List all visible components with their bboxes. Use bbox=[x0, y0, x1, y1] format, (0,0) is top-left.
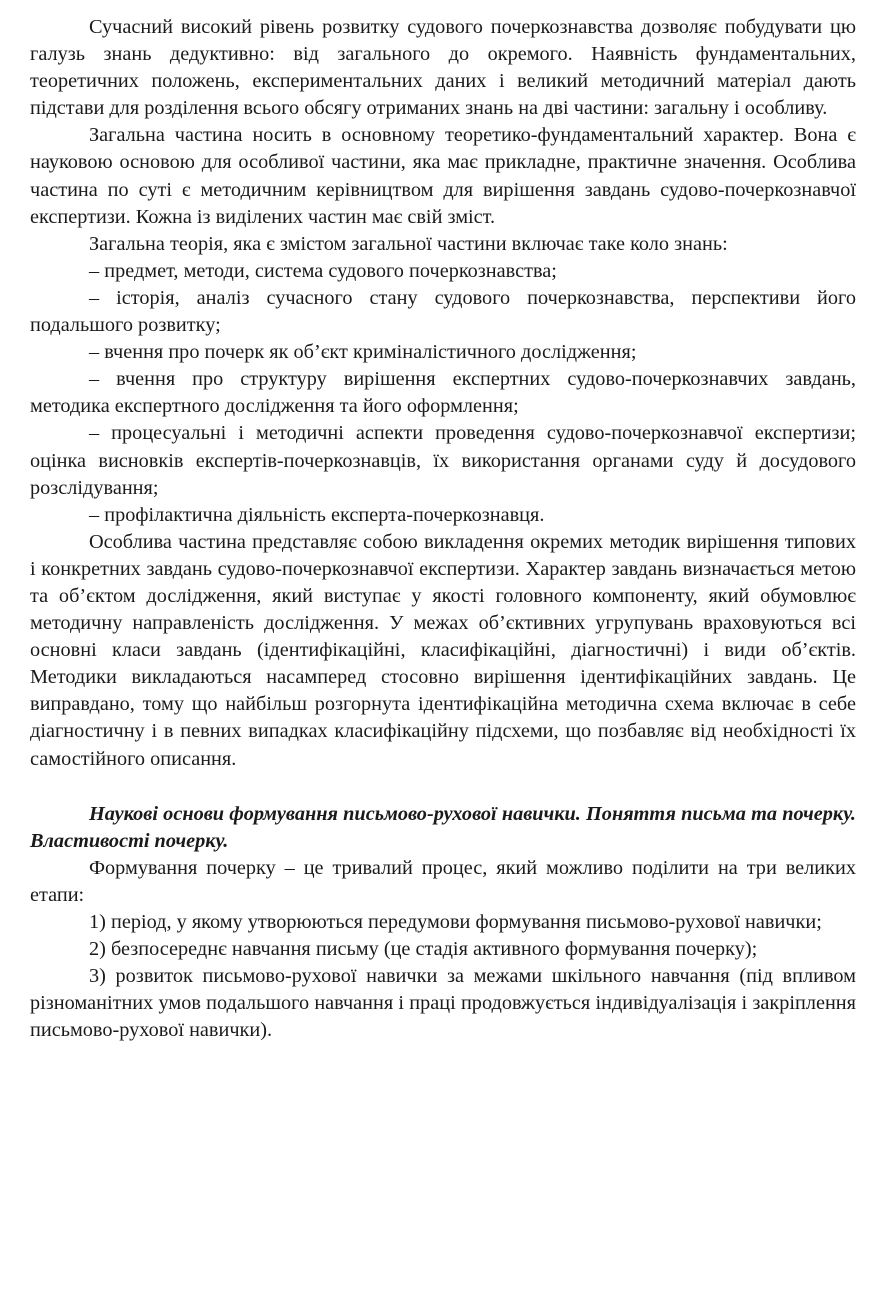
paragraph-general-theory: Загальна теорія, яка є змістом загальної частини включає таке коло знань: bbox=[89, 232, 728, 255]
list-item: – вчення про структуру вирішення експертних судово-почеркознавчих завдань, методика експертного дослідження та його оформлення; bbox=[30, 368, 856, 418]
document-page bbox=[30, 14, 856, 1044]
paragraph-general-part: Загальна частина носить в основному теоретико-фундаментальний характер. Вона є науковою основою для особливої частини, яка має прикладне, практичне значення. Особлива частина по суті є методичним керівництвом для вирішення завдань судово-почеркознавчої експертизи. Кожна із виділених частин має свій зміст. bbox=[30, 124, 856, 228]
list-item: – процесуальні і методичні аспекти проведення судово-почеркознавчої експертизи; оцінка висновків експертів-почеркознавців, їх використання органами суду й досудового розслідування; bbox=[30, 422, 856, 499]
list-item: 1) період, у якому утворюються передумови формування письмово-рухової навички; bbox=[89, 911, 822, 933]
section-gap bbox=[30, 773, 856, 801]
paragraph-intro-level: Сучасний високий рівень розвитку судового почеркознавства дозволяє побудувати цю галузь знань дедуктивно: від загального до окремого. Наявність фундаментальних, теоретичних положень, експериментальних даних і великий методичний матеріал дають підстави для розділення всього обсягу отриманих знань на дві частини: загальну і особливу. bbox=[30, 16, 856, 120]
paragraph-special-part: Особлива частина представляє собою викладення окремих методик вирішення типових і конкретних завдань судово-почеркознавчої експертизи. Характер завдань визначається метою та об’єктом дослідження, який виступає у якості головного компоненту, який обумовлює методичну направленість дослідження. У межах об’єктивних угрупувань враховуються всі основні класи завдань (ідентифікаційні, класифікаційні, діагностичні) і види об’єктів. Методики викладаються насамперед стосовно вирішення ідентифікаційних завдань. Це виправдано, тому що найбільш розгорнута ідентифікаційна методична схема включає в себе діагностичну і в певних випадках класифікаційну підсхеми, що позбавляє від необхідності їх самостійного описання. bbox=[30, 530, 856, 770]
section-heading: Наукові основи формування письмово-рухової навички. Поняття письма та почерку. Властивості почерку. bbox=[30, 802, 856, 852]
list-item: – предмет, методи, система судового почеркознавства; bbox=[89, 259, 557, 282]
list-item: 3) розвиток письмово-рухової навички за межами шкільного навчання (під впливом різноманітних умов подальшого навчання і праці продовжується індивідуалізація і закріплення письмово-рухової навички). bbox=[30, 965, 856, 1042]
list-item: – історія, аналіз сучасного стану судового почеркознавства, перспективи його подальшого розвитку; bbox=[30, 286, 856, 337]
list-item: – профілактична діяльність експерта-почеркознавця. bbox=[89, 503, 545, 526]
list-item: 2) безпосереднє навчання письму (це стадія активного формування почерку); bbox=[89, 938, 758, 961]
paragraph-handwriting-formation: Формування почерку – це тривалий процес, який можливо поділити на три великих етапи: bbox=[30, 856, 856, 906]
list-item: – вчення про почерк як об’єкт криміналістичного дослідження; bbox=[89, 341, 637, 364]
